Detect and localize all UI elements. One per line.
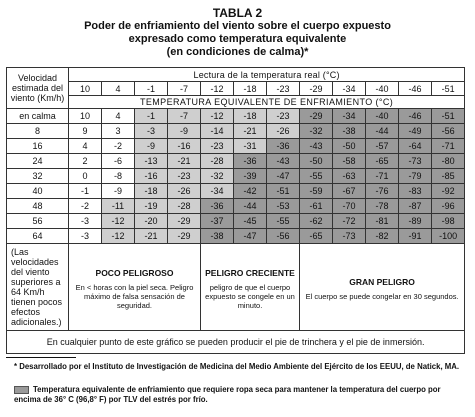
wind-speed-cell: 16: [7, 139, 69, 154]
wind-speed-cell: 32: [7, 169, 69, 184]
category-mid: [201, 244, 300, 331]
temperature-cell: -65: [366, 154, 399, 169]
temperature-cell: -18: [234, 109, 267, 124]
temperature-cell: -67: [333, 184, 366, 199]
real-temperature-row: [7, 82, 465, 96]
real-temperature-cell: -23: [267, 82, 300, 96]
temperature-cell: -44: [366, 124, 399, 139]
wind-speed-cell: 48: [7, 199, 69, 214]
temperature-cell: -56: [267, 229, 300, 244]
real-temperature-cell: 4: [102, 82, 135, 96]
temperature-cell: -40: [366, 109, 399, 124]
temperature-cell: -42: [234, 184, 267, 199]
wind-speed-cell: 40: [7, 184, 69, 199]
real-temperature-header: Lectura de la temperatura real (°C): [69, 68, 465, 82]
table-body: [7, 109, 465, 244]
temperature-cell: -23: [267, 109, 300, 124]
temperature-cell: -38: [333, 124, 366, 139]
category-low-description: En < horas con la piel seca. Peligro máximo de falsa sensación de seguridad.: [75, 282, 194, 310]
footnote-source: * Desarrollado por el Instituto de Investigación de Medicina del Medio Ambiente del Ejército de los EEUU, de Natick, MA.: [14, 362, 460, 371]
temperature-cell: -20: [135, 214, 168, 229]
real-temperature-cell: -51: [432, 82, 465, 96]
temperature-cell: -92: [432, 184, 465, 199]
legend-swatch: [14, 386, 29, 394]
category-mid-title: PELIGRO CRECIENTE: [205, 267, 295, 278]
temperature-cell: -89: [399, 214, 432, 229]
table-row: [7, 124, 465, 139]
temperature-cell: -44: [234, 199, 267, 214]
temperature-cell: -9: [102, 184, 135, 199]
table-row: [7, 199, 465, 214]
temperature-cell: -2: [69, 199, 102, 214]
footnote-legend: [14, 385, 466, 405]
temperature-cell: -80: [432, 154, 465, 169]
temperature-cell: -3: [135, 124, 168, 139]
temperature-cell: -85: [432, 169, 465, 184]
temperature-cell: -57: [366, 139, 399, 154]
freeze-note: En cualquier punto de este gráfico se pueden producir el pie de trinchera y el pie de inmersión.: [7, 331, 465, 354]
temperature-cell: -87: [399, 199, 432, 214]
temperature-cell: -28: [201, 154, 234, 169]
temperature-cell: -81: [366, 214, 399, 229]
temperature-cell: -34: [333, 109, 366, 124]
category-high-title: GRAN PELIGRO: [349, 276, 415, 287]
temperature-cell: -39: [234, 169, 267, 184]
temperature-cell: -71: [432, 139, 465, 154]
temperature-cell: -100: [432, 229, 465, 244]
temperature-cell: -56: [432, 124, 465, 139]
temperature-cell: -18: [135, 184, 168, 199]
temperature-cell: -26: [168, 184, 201, 199]
temperature-cell: -76: [366, 184, 399, 199]
temperature-cell: -51: [267, 184, 300, 199]
temperature-cell: -21: [234, 124, 267, 139]
temperature-cell: -78: [366, 199, 399, 214]
temperature-cell: -9: [135, 139, 168, 154]
wind-speed-cell: 24: [7, 154, 69, 169]
temperature-cell: -32: [201, 169, 234, 184]
real-temperature-cell: -40: [366, 82, 399, 96]
real-temperature-cell: -18: [234, 82, 267, 96]
footnote-rule: [6, 357, 76, 358]
category-high: [300, 244, 465, 331]
temperature-cell: -58: [333, 154, 366, 169]
temperature-cell: -19: [135, 199, 168, 214]
category-low-title: POCO PELIGROSO: [95, 267, 174, 278]
temperature-cell: -36: [201, 199, 234, 214]
temperature-cell: -91: [399, 229, 432, 244]
temperature-cell: -29: [300, 109, 333, 124]
real-temperature-cell: -34: [333, 82, 366, 96]
temperature-cell: -13: [135, 154, 168, 169]
table-title-label: TABLA 2: [212, 6, 263, 20]
equivalent-temperature-header: TEMPERATURA EQUIVALENTE DE ENFRIAMIENTO (°C): [69, 96, 465, 109]
footnote-legend-text: Temperatura equivalente de enfriamiento que requiere ropa seca para mantener la temperatura del cuerpo por encima de 36° C (96,8° F) por TLV del estrés por frío.: [14, 385, 441, 404]
wind-speed-header: Velocidad estimada del viento (Km/h): [7, 68, 69, 109]
table-title-line-1: Poder de enfriamiento del viento sobre el cuerpo expuesto: [84, 20, 391, 32]
temperature-cell: 2: [69, 154, 102, 169]
temperature-cell: -3: [69, 214, 102, 229]
temperature-cell: -14: [201, 124, 234, 139]
wind-speed-cell: 8: [7, 124, 69, 139]
temperature-cell: -55: [300, 169, 333, 184]
temperature-cell: -36: [234, 154, 267, 169]
table-row: [7, 154, 465, 169]
wind-speed-cell: en calma: [7, 109, 69, 124]
wind-chill-table: [6, 67, 465, 354]
table-title-line-2: expresado como temperatura equivalente: [128, 33, 347, 45]
temperature-cell: -12: [102, 229, 135, 244]
temperature-cell: -73: [333, 229, 366, 244]
temperature-cell: -29: [168, 229, 201, 244]
real-temperature-cell: -29: [300, 82, 333, 96]
temperature-cell: -72: [333, 214, 366, 229]
real-temperature-cell: -12: [201, 82, 234, 96]
temperature-cell: -36: [267, 139, 300, 154]
table-row: [7, 229, 465, 244]
temperature-cell: -16: [135, 169, 168, 184]
temperature-cell: -9: [168, 124, 201, 139]
freeze-note-row: [7, 331, 465, 354]
temperature-cell: -49: [399, 124, 432, 139]
real-temperature-cell: -1: [135, 82, 168, 96]
category-mid-description: peligro de que el cuerpo expuesto se congele en un minuto.: [205, 282, 295, 310]
danger-categories-row: [7, 244, 465, 331]
temperature-cell: -61: [300, 199, 333, 214]
temperature-cell: -70: [333, 199, 366, 214]
table-row: [7, 109, 465, 124]
temperature-cell: -6: [102, 154, 135, 169]
temperature-cell: -43: [267, 154, 300, 169]
temperature-cell: -2: [102, 139, 135, 154]
real-temperature-cell: -46: [399, 82, 432, 96]
temperature-cell: -50: [300, 154, 333, 169]
temperature-cell: 0: [69, 169, 102, 184]
temperature-cell: -51: [432, 109, 465, 124]
temperature-cell: 3: [102, 124, 135, 139]
temperature-cell: -83: [399, 184, 432, 199]
temperature-cell: -21: [168, 154, 201, 169]
table-row: [7, 184, 465, 199]
temperature-cell: -79: [399, 169, 432, 184]
temperature-cell: -50: [333, 139, 366, 154]
temperature-cell: -62: [300, 214, 333, 229]
category-low: [69, 244, 201, 331]
temperature-cell: -28: [168, 199, 201, 214]
wind-speed-cell: 64: [7, 229, 69, 244]
category-high-description: El cuerpo se puede congelar en 30 segundos.: [305, 291, 459, 301]
temperature-cell: -46: [399, 109, 432, 124]
temperature-cell: -82: [366, 229, 399, 244]
temperature-cell: -7: [168, 109, 201, 124]
temperature-cell: -63: [333, 169, 366, 184]
temperature-cell: -1: [69, 184, 102, 199]
temperature-cell: -59: [300, 184, 333, 199]
real-temperature-cell: -7: [168, 82, 201, 96]
temperature-cell: -37: [201, 214, 234, 229]
table-title-line-3: (en condiciones de calma)*: [166, 46, 309, 58]
temperature-cell: -47: [234, 229, 267, 244]
table-row: [7, 139, 465, 154]
side-note: (Las velocidades del viento superiores a 64 Km/h tienen pocos efectos adicionales.): [7, 244, 69, 331]
temperature-cell: -64: [399, 139, 432, 154]
temperature-cell: -26: [267, 124, 300, 139]
temperature-cell: -43: [300, 139, 333, 154]
temperature-cell: -29: [168, 214, 201, 229]
temperature-cell: -1: [135, 109, 168, 124]
table-row: [7, 214, 465, 229]
temperature-cell: -23: [201, 139, 234, 154]
temperature-cell: 9: [69, 124, 102, 139]
temperature-cell: 4: [69, 139, 102, 154]
temperature-cell: -65: [300, 229, 333, 244]
temperature-cell: -47: [267, 169, 300, 184]
wind-speed-cell: 56: [7, 214, 69, 229]
temperature-cell: 4: [102, 109, 135, 124]
temperature-cell: -31: [234, 139, 267, 154]
temperature-cell: -11: [102, 199, 135, 214]
temperature-cell: -12: [102, 214, 135, 229]
temperature-cell: -8: [102, 169, 135, 184]
temperature-cell: -55: [267, 214, 300, 229]
temperature-cell: -32: [300, 124, 333, 139]
temperature-cell: -98: [432, 214, 465, 229]
temperature-cell: -96: [432, 199, 465, 214]
temperature-cell: -12: [201, 109, 234, 124]
temperature-cell: -34: [201, 184, 234, 199]
temperature-cell: -45: [234, 214, 267, 229]
temperature-cell: -53: [267, 199, 300, 214]
temperature-cell: -23: [168, 169, 201, 184]
temperature-cell: -38: [201, 229, 234, 244]
real-temperature-cell: 10: [69, 82, 102, 96]
temperature-cell: -71: [366, 169, 399, 184]
temperature-cell: -21: [135, 229, 168, 244]
table-row: [7, 169, 465, 184]
temperature-cell: 10: [69, 109, 102, 124]
temperature-cell: -73: [399, 154, 432, 169]
temperature-cell: -16: [168, 139, 201, 154]
temperature-cell: -3: [69, 229, 102, 244]
